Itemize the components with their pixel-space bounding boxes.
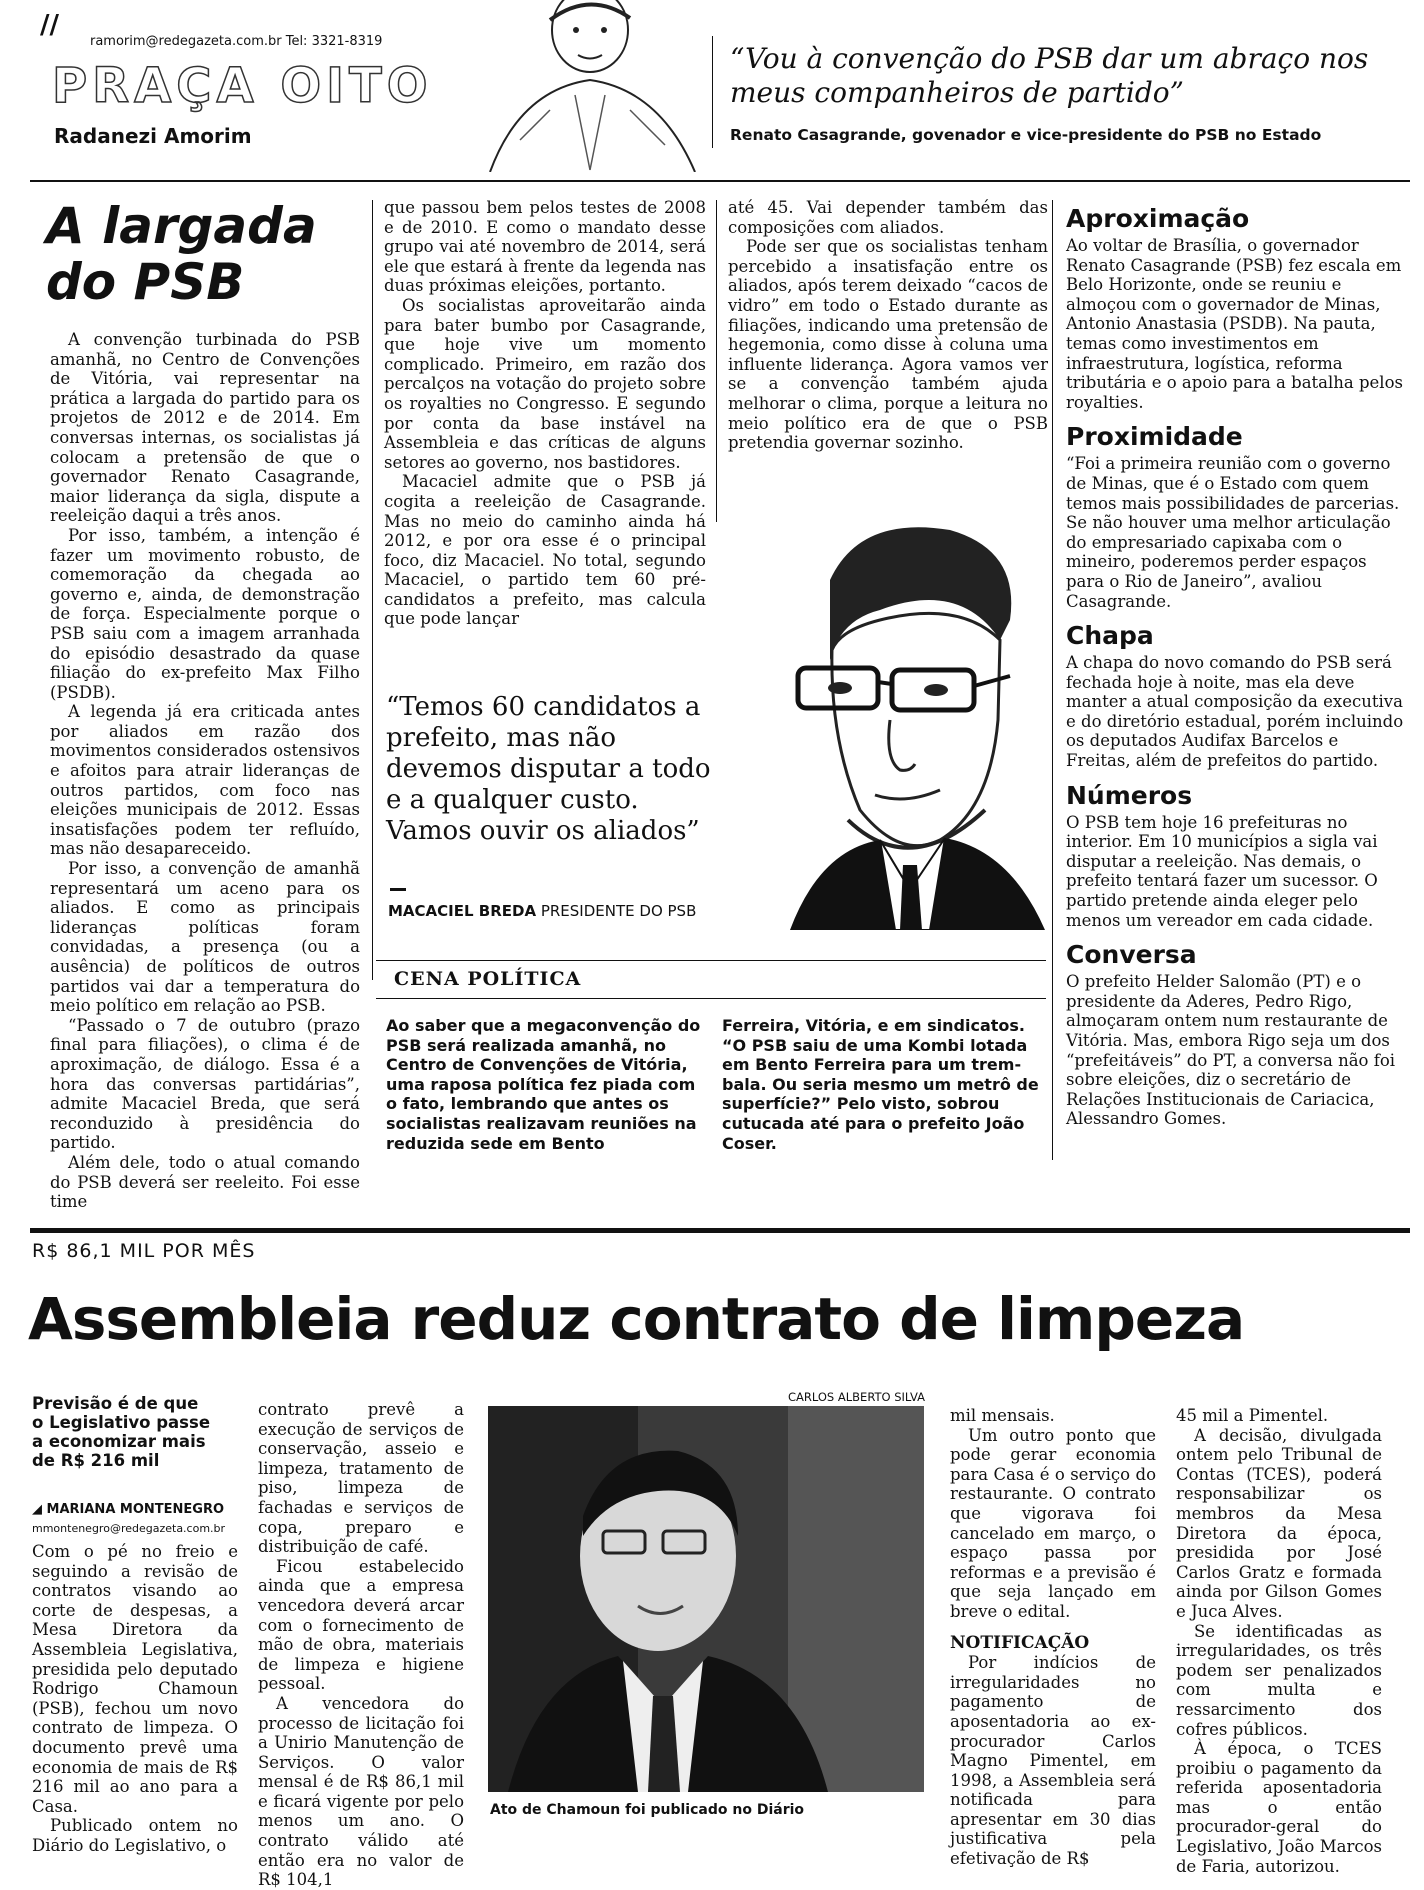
paragraph: Um outro ponto que pode gerar economia para Casa é o serviço do restaurante. O contrato que vigorava foi cancelado em março, o espaço passa por reformas e a previsão é que seja lançado em breve o edital. xyxy=(950,1425,1156,1621)
article2-col3 xyxy=(950,1406,1156,1869)
paragraph: Por indícios de irregularidades no pagamento de aposentadoria ao ex-procurador Carlos Magno Pimentel, em 1998, a Assembleia será notificada para apresentar em 30 dias justificativa pela efetivação de R$ xyxy=(950,1653,1156,1869)
main-headline xyxy=(46,198,317,310)
article2-headline: Assembleia reduz contrato de limpeza xyxy=(28,1285,1245,1353)
sidebar-notes xyxy=(1066,204,1406,1139)
photo-caption: Ato de Chamoun foi publicado no Diário xyxy=(490,1802,805,1818)
main-col2 xyxy=(384,198,706,629)
notificacao-subhead: NOTIFICAÇÃO xyxy=(950,1632,1090,1653)
article2-top-rule xyxy=(30,1228,1410,1233)
note-text: A chapa do novo comando do PSB será fechada hoje à noite, mas ela deve manter a atual composição da executiva e do diretório estadual, porém incluindo os deputados Audifax Barcelos e Freitas, além de prefeitos do partido. xyxy=(1066,653,1404,771)
paragraph: 45 mil a Pimentel. xyxy=(1176,1406,1329,1425)
paragraph: “Passado o 7 de outubro (prazo final para filiações), o clima é de aproximação, de diálogo. Essa é a hora das conversas partidárias”, admite Macaciel Breda, que será reconduzido à presidência do partido. xyxy=(50,1015,360,1153)
paragraph: contrato prevê a execução de serviços de conservação, asseio e limpeza, tratamento de piso, limpeza de fachadas e serviços de copa, preparo e distribuição de café. xyxy=(258,1400,464,1557)
paragraph: Por isso, a convenção de amanhã representará um aceno para os aliados. E como as principais lideranças políticas foram convidadas, a presença (ou a ausência) de políticos de outros partidos vai dar a temperatura do meio político em relação ao PSB. xyxy=(50,859,360,1016)
cena-title: CENA POLÍTICA xyxy=(394,968,582,990)
article-photo xyxy=(488,1406,924,1792)
pen-icon: ◢ xyxy=(32,1502,47,1517)
photo-credit: CARLOS ALBERTO SILVA xyxy=(788,1390,926,1404)
note-text: Ao voltar de Brasília, o governador Renato Casagrande (PSB) fez escala em Belo Horizonte, onde se reuniu e almoçou com o governador de Minas, Antonio Anastasia (PSDB). Na pauta, temas como investimentos em infraestrutura, logística, reforma tributária e o apoio para a batalha pelos royalties. xyxy=(1066,236,1403,412)
paragraph: Publicado ontem no Diário do Legislativo, o xyxy=(32,1816,238,1855)
cena-title-rule xyxy=(376,998,1046,999)
sidebar-divider xyxy=(1052,200,1053,1160)
cena-top-rule xyxy=(376,960,1046,961)
pullquote-attribution xyxy=(388,902,696,920)
paragraph: Com o pé no freio e seguindo a revisão de contratos visando ao corte de despesas, a Mesa Diretora da Assembleia Legislativa, presidida pelo deputado Rodrigo Chamoun (PSB), fechou um novo contrato de limpeza. O documento prevê uma economia de mais de R$ 216 mil ao ano para a Casa. xyxy=(32,1542,238,1816)
col-divider xyxy=(372,200,373,980)
note-title: Proximidade xyxy=(1066,422,1243,452)
paragraph: Macaciel admite que o PSB já cogita a reeleição de Casagrande. Mas no meio do caminho ainda há 2012, e por ora esse é o principal foco, diz Macaciel. No total, segundo Macaciel, o partido tem 60 pré-candidatos a prefeito, mas calcula que pode lançar xyxy=(384,472,706,629)
paragraph: até 45. Vai depender também das composições com aliados. xyxy=(728,198,1048,237)
paragraph: A legenda já era criticada antes por aliados em razão dos movimentos considerados ostensivos e afoitos para atrair lideranças de outros partidos, com foco nas eleições municipais de 2012. Essas insatisfações podem ter refluído, mas não desapareceido. xyxy=(50,702,360,859)
columnist-name: Radanezi Amorim xyxy=(54,124,252,148)
header-quote-attribution: Renato Casagrande, govenador e vice-presidente do PSB no Estado xyxy=(730,126,1322,144)
macaciel-caricature xyxy=(760,520,1060,930)
article2-col4 xyxy=(1176,1406,1382,1876)
paragraph: A vencedora do processo de licitação foi a Unirio Manutenção de Serviços. O valor mensal é de R$ 86,1 mil e ficará vigente por pelo menos um ano. O contrato válido até então era no valor de R$ 104,1 xyxy=(258,1693,464,1890)
article2-col2 xyxy=(258,1400,464,1890)
header-rule xyxy=(30,180,1410,182)
header-quote: “Vou à convenção do PSB dar um abraço nos meus companheiros de partido” xyxy=(730,42,1369,109)
paragraph: A decisão, divulgada ontem pelo Tribunal de Contas (TCES), poderá responsabilizar os membros da Mesa Diretora da época, presidida por José Carlos Gratz e formada ainda por Gilson Gomes e Juca Alves. xyxy=(1176,1425,1382,1621)
note-title: Números xyxy=(1066,780,1193,810)
main-headline-line1: A largada xyxy=(46,197,317,255)
pullquote: “Temos 60 candidatos a prefeito, mas não devemos disputar a todo e a qualquer custo. Vamos ouvir os aliados” xyxy=(386,692,711,846)
note-title: Chapa xyxy=(1066,621,1154,651)
cena-right: Ferreira, Vitória, e em sindicatos. “O PSB saiu de uma Kombi lotada em Bento Ferreira para um trem-bala. Ou seria mesmo um metrô de superfície?” Pelo visto, sobrou cutucada até para o prefeito João Coser. xyxy=(722,1016,1039,1153)
note-text: “Foi a primeira reunião com o governo de Minas, que é o Estado com quem temos mais possibilidades de parcerias. Se não houver uma melhor articulação do empresariado capixaba com o mineiro, poderemos perder espaços para o Rio de Janeiro”, avaliou Casagrande. xyxy=(1066,454,1400,611)
main-headline-line2: do PSB xyxy=(46,253,245,311)
columnist-portrait xyxy=(480,0,710,172)
byline-name: MARIANA MONTENEGRO xyxy=(46,1502,225,1517)
pullquote-name: MACACIEL BREDA xyxy=(388,902,537,920)
note-text: O PSB tem hoje 16 prefeituras no interior. Em 10 municípios a sigla vai disputar a reeleição. Nas demais, o prefeito tentará fazer um sucessor. O partido pretende ainda eleger pelo menos um vereador em cada cidade. xyxy=(1066,812,1378,930)
column-title: PRAÇA OITO xyxy=(52,58,433,114)
cena-left: Ao saber que a megaconvenção do PSB será realizada amanhã, no Centro de Convenções de Vitória, uma raposa política fez piada com o fato, lembrando que antes os socialistas realizavam reuniões na reduzida sede em Bento xyxy=(386,1016,701,1153)
note-title: Conversa xyxy=(1066,940,1197,970)
paragraph: que passou bem pelos testes de 2008 e de 2010. E como o mandato desse grupo vai até novembro de 2014, será ele que estará à frente da legenda nas duas próximas eleições, portanto. xyxy=(384,198,706,296)
paragraph: mil mensais. xyxy=(950,1406,1055,1425)
article2-deck: Previsão é de que o Legislativo passe a economizar mais de R$ 216 mil xyxy=(32,1394,211,1470)
columnist-contact: ramorim@redegazeta.com.br Tel: 3321-8319 xyxy=(90,34,383,49)
paragraph: À época, o TCES proibiu o pagamento da referida aposentadoria mas o então procurador-geral do Legislativo, João Marcos de Faria, autorizou. xyxy=(1176,1739,1382,1876)
article2-kicker: R$ 86,1 MIL POR MÊS xyxy=(32,1240,256,1262)
byline xyxy=(32,1502,224,1517)
pullquote-role: PRESIDENTE DO PSB xyxy=(540,902,697,920)
main-col1 xyxy=(50,330,360,1212)
header-divider-vertical xyxy=(712,36,713,148)
paragraph: A convenção turbinada do PSB amanhã, no Centro de Convenções de Vitória, vai representar na prática a largada do partido para os projetos de 2012 e de 2014. Em conversas internas, os socialistas já colocam a pretensão de que o governador Renato Casagrande, maior liderança da sigla, dispute a reeleição daqui a três anos. xyxy=(50,330,360,526)
paragraph: Se identificadas as irregularidades, os três podem ser penalizados com multa e ressarcimento dos cofres públicos. xyxy=(1176,1621,1382,1739)
slash-marks-icon: // xyxy=(40,10,59,40)
col-divider xyxy=(716,200,717,522)
note-title: Aproximação xyxy=(1066,204,1250,233)
paragraph: Pode ser que os socialistas tenham percebido a insatisfação entre os aliados, após terem deixado “cacos de vidro” em todo o Estado durante as filiações, indicando uma pretensão de hegemonia, como disse à coluna uma influente liderança. Agora vamos ver se a convenção também ajuda melhorar o clima, porque a leitura no meio político era de que o PSB pretendia governar sozinho. xyxy=(728,237,1048,453)
article2-col1 xyxy=(32,1542,238,1856)
paragraph: Os socialistas aproveitarão ainda para bater bumbo por Casagrande, que hoje vive um momento complicado. Primeiro, em razão dos percalços na votação do projeto sobre os royalties no Congresso. E segundo por conta da base instável na Assembleia e das críticas de alguns setores ao governo, nos bastidores. xyxy=(384,295,706,472)
pullquote-mark xyxy=(390,888,406,891)
paragraph: Além dele, todo o atual comando do PSB deverá ser reeleito. Foi esse time xyxy=(50,1152,360,1212)
paragraph: Ficou estabelecido ainda que a empresa vencedora deverá arcar com o fornecimento de mão de obra, materiais de limpeza e higiene pessoal. xyxy=(258,1556,464,1694)
byline-email: mmontenegro@redegazeta.com.br xyxy=(32,1522,226,1535)
note-text: O prefeito Helder Salomão (PT) e o presidente da Aderes, Pedro Rigo, almoçaram ontem num restaurante de Vitória. Mas, embora Rigo seja um dos “prefeitáveis” do PT, a conversa não foi sobre eleições, diz o secretário de Relações Institucionais de Cariacica, Alessandro Gomes. xyxy=(1066,972,1396,1129)
paragraph: Por isso, também, a intenção é fazer um movimento robusto, de comemoração da chegada ao governo e, ainda, de demonstração de força. Especialmente porque o PSB saiu com a imagem arranhada do episódio desastrado da quase filiação do ex-prefeito Max Filho (PSDB). xyxy=(50,525,360,702)
main-col3 xyxy=(728,198,1048,453)
